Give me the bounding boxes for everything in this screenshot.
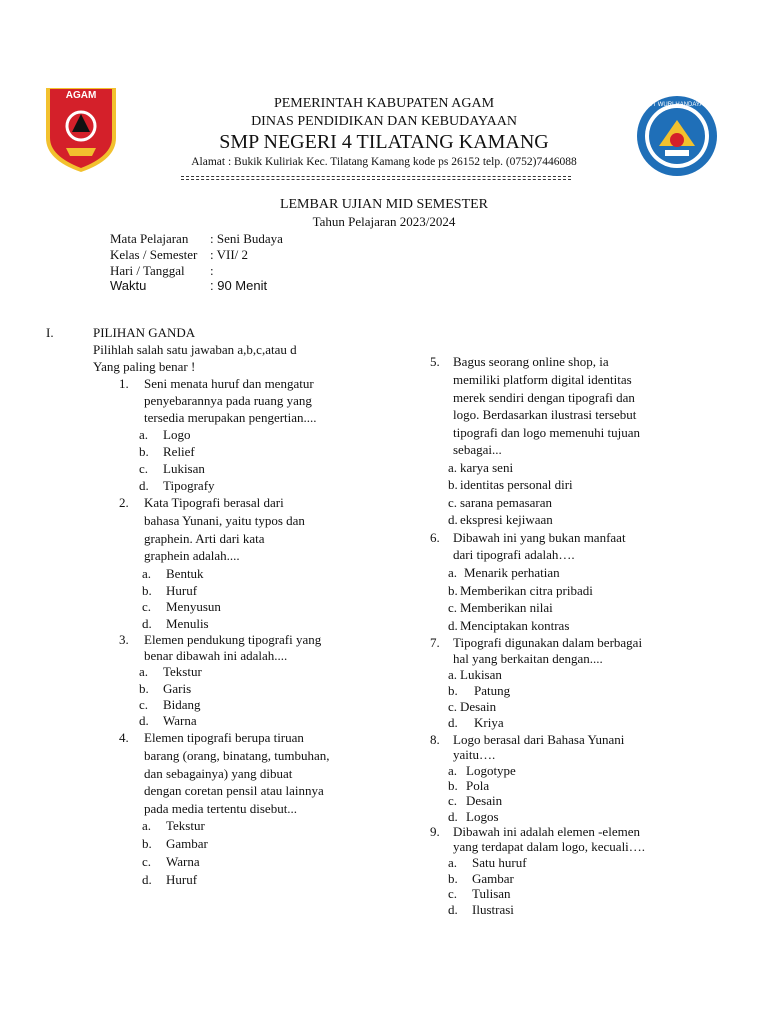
question-text: graphein. Arti dari kata — [144, 531, 265, 546]
option-letter: a. — [448, 667, 458, 682]
tut-wuri-logo-text: TUT WURI HANDAYANI — [644, 102, 710, 108]
question-text: sebagai... — [453, 442, 502, 457]
question-number: 2. — [119, 495, 129, 510]
question-number: 1. — [119, 376, 129, 391]
option-text: Gambar — [166, 836, 208, 851]
government-name: PEMERINTAH KABUPATEN AGAM — [273, 96, 495, 111]
option-letter: d. — [142, 616, 152, 631]
question-text: hal yang berkaitan dengan.... — [453, 651, 603, 666]
option-text: Satu huruf — [472, 855, 527, 870]
option-text: Tulisan — [472, 886, 511, 901]
option-letter: a. — [142, 818, 152, 833]
option-letter: c. — [448, 600, 458, 615]
option-letter: b. — [448, 778, 458, 793]
question-text: dan sebagainya) yang dibuat — [144, 766, 293, 781]
option-text: Logo — [163, 427, 191, 442]
option-letter: c. — [139, 461, 149, 476]
option-text: Huruf — [166, 583, 198, 598]
option-letter: a. — [142, 566, 152, 581]
option-text: sarana pemasaran — [460, 495, 553, 510]
question-text: logo. Berdasarkan ilustrasi tersebut — [453, 407, 637, 422]
option-text: identitas personal diri — [460, 477, 573, 492]
option-text: Gambar — [472, 871, 514, 886]
department-name: DINAS PENDIDIKAN DAN KEBUDAYAAN — [251, 114, 517, 129]
info-label-class: Kelas / Semester — [110, 247, 198, 262]
question-number: 8. — [430, 732, 440, 747]
option-letter: d. — [139, 478, 149, 493]
option-text: Patung — [474, 683, 511, 698]
option-text: Pola — [466, 778, 490, 793]
info-value-date: : — [210, 263, 214, 278]
header-divider — [181, 176, 571, 177]
question-text: bahasa Yunani, yaitu typos dan — [144, 513, 305, 528]
option-text: Kriya — [474, 715, 504, 730]
option-text: Warna — [166, 854, 200, 869]
option-text: Ilustrasi — [472, 902, 514, 917]
question-text: Logo berasal dari Bahasa Yunani — [453, 732, 625, 747]
option-letter: b. — [448, 683, 458, 698]
question-text: tersedia merupakan pengertian.... — [144, 410, 317, 425]
option-letter: c. — [142, 854, 152, 869]
option-letter: d. — [448, 902, 458, 917]
section-title: PILIHAN GANDA — [93, 325, 196, 340]
option-letter: c. — [142, 599, 152, 614]
school-name: SMP NEGERI 4 TILATANG KAMANG — [219, 131, 549, 153]
question-text: benar dibawah ini adalah.... — [144, 648, 288, 663]
question-text: graphein adalah.... — [144, 548, 240, 563]
option-letter: b. — [139, 681, 149, 696]
question-text: penyebarannya pada ruang yang — [144, 393, 312, 408]
option-text: Garis — [163, 681, 192, 696]
option-letter: d. — [139, 713, 149, 728]
question-text: dari tipografi adalah…. — [453, 547, 575, 562]
option-letter: b. — [142, 836, 152, 851]
question-text: Elemen pendukung tipografi yang — [144, 632, 322, 647]
option-text: Memberikan nilai — [460, 600, 553, 615]
question-number: 6. — [430, 530, 440, 545]
question-text: pada media tertentu disebut... — [144, 801, 298, 816]
option-text: Warna — [163, 713, 197, 728]
question-text: Tipografi digunakan dalam berbagai — [453, 635, 643, 650]
option-text: Logos — [466, 809, 499, 824]
option-letter: d. — [448, 618, 458, 633]
option-text: Lukisan — [460, 667, 502, 682]
question-text: barang (orang, binatang, tumbuhan, — [144, 748, 330, 763]
question-number: 4. — [119, 730, 129, 745]
option-letter: a. — [448, 763, 458, 778]
question-text: Seni menata huruf dan mengatur — [144, 376, 314, 391]
info-value-time: : 90 Menit — [210, 278, 268, 293]
question-text: Elemen tipografi berupa tiruan — [144, 730, 304, 745]
option-letter: a. — [139, 427, 149, 442]
option-letter: c. — [139, 697, 149, 712]
exam-year: Tahun Pelajaran 2023/2024 — [312, 214, 456, 229]
section-instruction: Pilihlah salah satu jawaban a,b,c,atau d — [93, 342, 297, 357]
option-letter: a. — [448, 460, 458, 475]
info-label-subject: Mata Pelajaran — [110, 231, 189, 246]
question-text: memiliki platform digital identitas — [453, 372, 632, 387]
question-text: merek sendiri dengan tipografi dan — [453, 390, 635, 405]
option-text: Menciptakan kontras — [460, 618, 570, 633]
option-letter: d. — [448, 809, 458, 824]
option-letter: b. — [448, 477, 458, 492]
option-letter: b. — [142, 583, 152, 598]
info-value-subject: : Seni Budaya — [210, 231, 283, 246]
section-instruction-line2: Yang paling benar ! — [93, 359, 196, 374]
option-text: ekspresi kejiwaan — [460, 512, 553, 527]
info-label-date: Hari / Tanggal — [110, 263, 185, 278]
option-text: karya seni — [460, 460, 514, 475]
option-text: Logotype — [466, 763, 516, 778]
option-letter: b. — [448, 871, 458, 886]
option-text: Bentuk — [166, 566, 204, 581]
option-text: Menyusun — [166, 599, 221, 614]
question-number: 3. — [119, 632, 129, 647]
option-letter: d. — [142, 872, 152, 887]
question-text: Kata Tipografi berasal dari — [144, 495, 284, 510]
option-letter: a. — [139, 664, 149, 679]
option-letter: b. — [139, 444, 149, 459]
question-number: 9. — [430, 824, 440, 839]
option-text: Tipografy — [163, 478, 215, 493]
question-text: yaitu…. — [453, 747, 496, 762]
option-letter: c. — [448, 793, 458, 808]
question-number: 5. — [430, 354, 440, 369]
option-text: Desain — [466, 793, 503, 808]
option-text: Tekstur — [166, 818, 205, 833]
section-number: I. — [46, 325, 54, 340]
option-text: Huruf — [166, 872, 198, 887]
info-label-time: Waktu — [110, 278, 147, 293]
question-text: tipografi dan logo memenuhi tujuan — [453, 425, 641, 440]
option-text: Bidang — [163, 697, 201, 712]
school-address: Alamat : Bukik Kuliriak Kec. Tilatang Kamang kode ps 26152 telp. (0752)7446088 — [191, 156, 577, 168]
question-text: Bagus seorang online shop, ia — [453, 354, 609, 369]
question-number: 7. — [430, 635, 440, 650]
option-letter: d. — [448, 715, 458, 730]
option-text: Lukisan — [163, 461, 205, 476]
option-letter: a. — [448, 565, 458, 580]
option-letter: a. — [448, 855, 458, 870]
exam-title: LEMBAR UJIAN MID SEMESTER — [279, 197, 489, 212]
option-letter: c. — [448, 699, 458, 714]
option-letter: d. — [448, 512, 458, 527]
question-text: Dibawah ini yang bukan manfaat — [453, 530, 626, 545]
option-text: Relief — [163, 444, 195, 459]
option-letter: c. — [448, 495, 458, 510]
agam-logo-text: AGAM — [65, 90, 97, 101]
option-text: Menarik perhatian — [464, 565, 560, 580]
option-text: Menulis — [166, 616, 209, 631]
option-letter: b. — [448, 583, 458, 598]
header-divider-second — [181, 179, 571, 180]
question-text: dengan coretan pensil atau lainnya — [144, 783, 324, 798]
option-text: Memberikan citra pribadi — [460, 583, 593, 598]
option-text: Tekstur — [163, 664, 202, 679]
info-value-class: : VII/ 2 — [210, 247, 249, 262]
option-letter: c. — [448, 886, 458, 901]
question-text: Dibawah ini adalah elemen -elemen — [453, 824, 640, 839]
option-text: Desain — [460, 699, 497, 714]
question-text: yang terdapat dalam logo, kecuali…. — [453, 839, 646, 854]
